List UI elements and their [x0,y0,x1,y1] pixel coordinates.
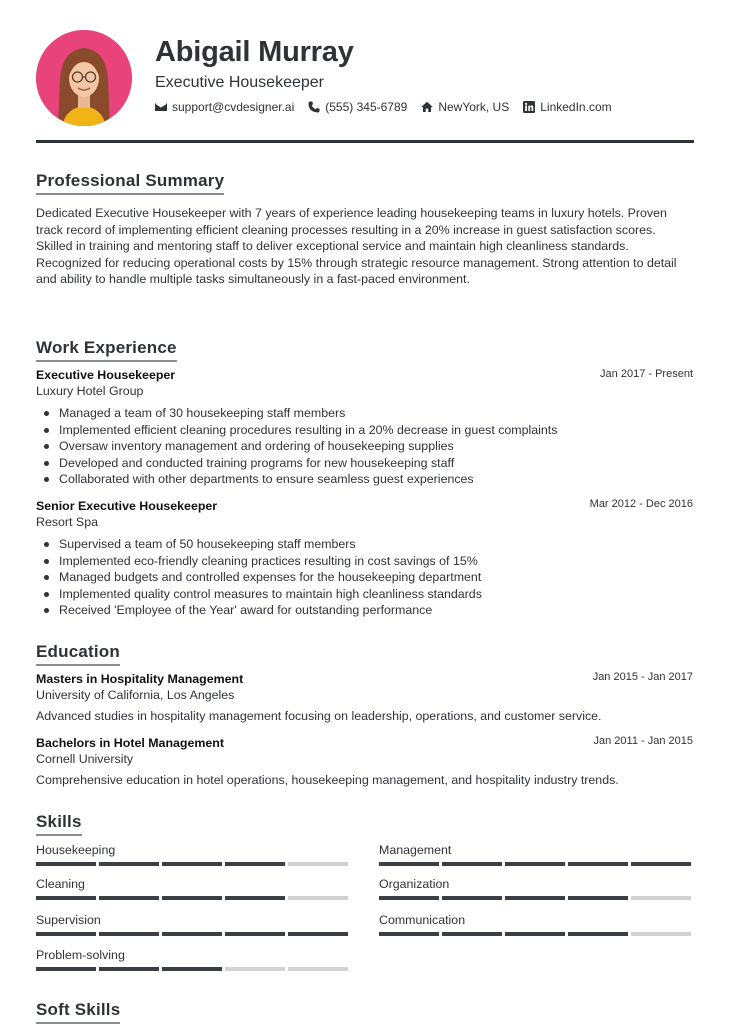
experience-heading [36,338,177,362]
skill-level-bar [36,967,350,971]
envelope-icon [155,101,167,113]
list-item: Oversaw inventory management and ordering of housekeeping supplies [36,438,686,455]
education-description: Advanced studies in hospitality management focusing on leadership, operations, and customer service. [36,709,602,723]
soft-skills-heading [36,1000,120,1024]
skill-level-segment [379,862,439,866]
school-name: Cornell University [36,752,134,766]
skill-item [36,948,350,971]
skill-level-segment [379,896,439,900]
linkedin-text: LinkedIn.com [540,100,612,114]
skill-item [36,843,350,866]
profile-photo [36,30,132,126]
school-name: University of California, Los Angeles [36,688,235,702]
summary-heading [36,171,224,195]
skill-level-bar [379,862,693,866]
education-heading-text: Education [36,642,120,661]
list-item: Implemented quality control measures to maintain high cleanliness standards [36,586,686,603]
job-title: Executive Housekeeper [36,368,176,382]
skill-level-segment [99,967,159,971]
list-item: Received 'Employee of the Year' award for outstanding performance [36,602,686,619]
heading-underline [36,664,120,666]
skill-level-segment [36,896,96,900]
education-dates: Jan 2011 - Jan 2015 [593,735,693,747]
list-item: Collaborated with other departments to ensure seamless guest experiences [36,471,686,488]
skill-level-segment [162,967,222,971]
skill-name: Cleaning [36,877,85,891]
skill-level-segment [379,932,439,936]
job-dates: Mar 2012 - Dec 2016 [589,498,693,510]
soft-skills-heading-text: Soft Skills [36,1000,121,1019]
degree-title: Bachelors in Hotel Management [36,736,224,750]
education-description: Comprehensive education in hotel operations, housekeeping management, and hospitality industry trends. [36,773,619,787]
list-item: Supervised a team of 50 housekeeping staff members [36,536,686,553]
skill-level-segment [288,932,348,936]
contact-email[interactable] [155,100,294,114]
skill-name: Housekeeping [36,843,116,857]
skill-level-bar [36,896,350,900]
skill-level-segment [505,932,565,936]
contact-linkedin[interactable] [523,100,611,114]
skill-name: Organization [379,877,450,891]
skill-level-segment [99,896,159,900]
candidate-name: Abigail Murray [155,36,354,68]
skill-level-segment [505,896,565,900]
heading-underline [36,360,177,362]
experience-heading-text: Work Experience [36,338,177,357]
job-bullets [36,405,686,488]
skill-level-bar [36,932,350,936]
job-dates: Jan 2017 - Present [600,368,693,380]
job-company: Resort Spa [36,515,98,529]
education-heading [36,642,120,666]
contact-location [421,100,509,114]
skill-level-segment [162,896,222,900]
skill-level-segment [36,932,96,936]
skill-level-segment [36,967,96,971]
contact-list [155,100,612,114]
skill-level-bar [379,896,693,900]
list-item: Managed budgets and controlled expenses for the housekeeping department [36,569,686,586]
skill-item [379,913,693,936]
heading-underline [36,834,82,836]
skill-level-segment [225,862,285,866]
email-text: support@cvdesigner.ai [172,100,295,114]
home-icon [421,101,433,113]
avatar [36,30,132,126]
degree-title: Masters in Hospitality Management [36,672,244,686]
skills-heading [36,812,82,836]
skill-level-segment [288,967,348,971]
phone-icon [308,101,320,113]
candidate-role: Executive Housekeeper [155,74,324,91]
phone-text: (555) 345-6789 [325,100,408,114]
skill-level-segment [442,932,502,936]
skill-level-segment [568,862,628,866]
skill-level-segment [631,932,691,936]
skill-level-segment [225,896,285,900]
list-item: Implemented eco-friendly cleaning practices resulting in cost savings of 15% [36,553,686,570]
skill-level-segment [162,932,222,936]
list-item: Developed and conducted training programs for new housekeeping staff [36,455,686,472]
skill-level-segment [225,967,285,971]
skill-level-segment [568,896,628,900]
heading-underline [36,193,224,195]
skill-level-bar [36,862,350,866]
skill-level-segment [442,862,502,866]
skill-name: Communication [379,913,466,927]
skill-level-segment [568,932,628,936]
skills-heading-text: Skills [36,812,82,831]
skill-name: Management [379,843,452,857]
list-item: Managed a team of 30 housekeeping staff members [36,405,686,422]
skill-item [36,877,350,900]
skill-level-segment [288,862,348,866]
skill-level-segment [225,932,285,936]
skill-level-segment [99,932,159,936]
summary-heading-text: Professional Summary [36,171,225,190]
skill-name: Problem-solving [36,948,125,962]
skill-level-segment [288,896,348,900]
skill-item [379,877,693,900]
skill-item [36,913,350,936]
education-dates: Jan 2015 - Jan 2017 [592,671,693,683]
job-bullets [36,536,686,619]
job-title: Senior Executive Housekeeper [36,499,218,513]
location-text: NewYork, US [438,100,510,114]
header-divider [36,140,694,143]
skill-level-segment [631,862,691,866]
resume-header [36,30,696,142]
skill-level-segment [162,862,222,866]
skill-level-segment [442,896,502,900]
skill-level-segment [99,862,159,866]
skill-level-segment [36,862,96,866]
skill-level-segment [631,896,691,900]
skill-item [379,843,693,866]
job-company: Luxury Hotel Group [36,384,144,398]
summary-text: Dedicated Executive Housekeeper with 7 years of experience leading housekeeping teams in luxury hotels. Proven track record of implementing efficient cleaning processes resulting in a 20% increase in guest satisfaction scores. Skilled in training and mentoring staff to deliver exceptional service and maintain high cleanliness standards. Recognized for reducing operational costs by 15% through strategic resource management. Strong attention to detail and ability to handle multiple tasks simultaneously in a fast-paced environment. [36,206,677,287]
skill-name: Supervision [36,913,101,927]
skill-level-segment [505,862,565,866]
contact-phone[interactable] [308,100,407,114]
linkedin-icon [523,101,535,113]
list-item: Implemented efficient cleaning procedures resulting in a 20% decrease in guest complaints [36,422,686,439]
skill-level-bar [379,932,693,936]
